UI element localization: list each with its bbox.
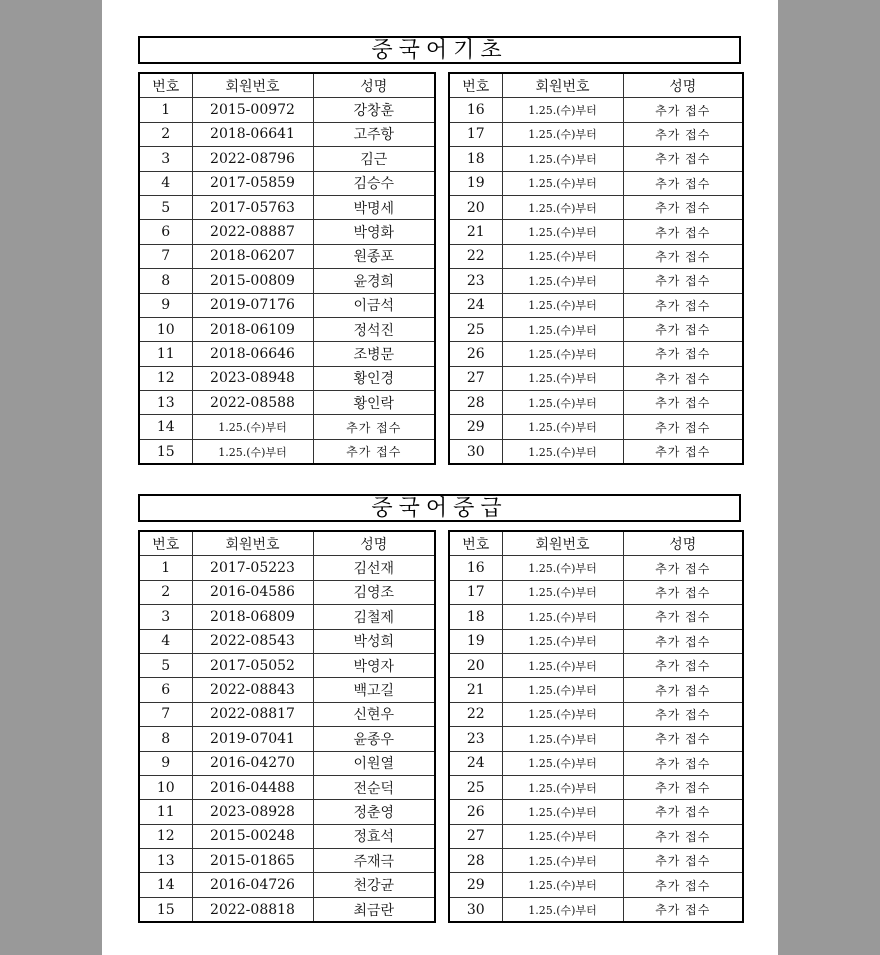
- row-name: 추가 접수: [623, 678, 743, 702]
- row-num: 27: [449, 366, 502, 390]
- row-name: 천강균: [313, 873, 435, 897]
- header-num: 번호: [449, 531, 502, 556]
- row-name: 박영자: [313, 653, 435, 677]
- row-name: 김영조: [313, 580, 435, 604]
- table-row: [139, 391, 435, 415]
- row-name: 추가 접수: [623, 605, 743, 629]
- row-name: 윤경희: [313, 269, 435, 293]
- header-num: 번호: [139, 73, 192, 98]
- row-member-id: 1.25.(수)부터: [502, 415, 623, 439]
- table-row: [449, 556, 743, 580]
- row-member-id: 2018-06109: [192, 317, 313, 341]
- row-member-id: 2015-01865: [192, 849, 313, 873]
- row-member-id: 2017-05223: [192, 556, 313, 580]
- table-row: [449, 678, 743, 702]
- table-row: [139, 269, 435, 293]
- row-num: 8: [139, 727, 192, 751]
- row-num: 13: [139, 391, 192, 415]
- row-num: 24: [449, 751, 502, 775]
- table-row: [449, 727, 743, 751]
- roster-table-intermediate-left: [138, 530, 436, 923]
- row-num: 4: [139, 171, 192, 195]
- row-member-id: 2018-06646: [192, 342, 313, 366]
- row-member-id: 2022-08588: [192, 391, 313, 415]
- row-num: 18: [449, 605, 502, 629]
- table-row: [449, 122, 743, 146]
- table-row: [449, 342, 743, 366]
- table-row: [139, 342, 435, 366]
- row-num: 9: [139, 293, 192, 317]
- row-name: 추가 접수: [623, 556, 743, 580]
- row-name: 추가 접수: [623, 653, 743, 677]
- row-name: 추가 접수: [623, 342, 743, 366]
- row-member-id: 2022-08817: [192, 702, 313, 726]
- row-member-id: 2018-06641: [192, 122, 313, 146]
- row-member-id: 1.25.(수)부터: [502, 873, 623, 897]
- row-num: 25: [449, 317, 502, 341]
- row-name: 전순덕: [313, 775, 435, 799]
- table-row: [139, 195, 435, 219]
- row-name: 추가 접수: [623, 702, 743, 726]
- row-member-id: 1.25.(수)부터: [502, 293, 623, 317]
- section-title-basic: 중국어기초: [138, 36, 741, 64]
- row-num: 7: [139, 702, 192, 726]
- row-member-id: 1.25.(수)부터: [502, 800, 623, 824]
- row-member-id: 1.25.(수)부터: [502, 366, 623, 390]
- row-num: 17: [449, 580, 502, 604]
- table-row: [139, 244, 435, 268]
- row-name: 정춘영: [313, 800, 435, 824]
- table-row: [449, 702, 743, 726]
- row-member-id: 2018-06809: [192, 605, 313, 629]
- row-num: 17: [449, 122, 502, 146]
- row-name: 박명세: [313, 195, 435, 219]
- row-name: 추가 접수: [623, 751, 743, 775]
- row-member-id: 2019-07176: [192, 293, 313, 317]
- row-member-id: 1.25.(수)부터: [502, 342, 623, 366]
- table-row: [139, 293, 435, 317]
- row-num: 25: [449, 775, 502, 799]
- table-row: [139, 849, 435, 873]
- row-num: 19: [449, 629, 502, 653]
- table-row: [139, 653, 435, 677]
- row-name: 추가 접수: [623, 147, 743, 171]
- row-name: 추가 접수: [623, 629, 743, 653]
- row-name: 신현우: [313, 702, 435, 726]
- row-num: 22: [449, 244, 502, 268]
- row-member-id: 1.25.(수)부터: [502, 122, 623, 146]
- table-row: [139, 727, 435, 751]
- section-title-intermediate: 중국어중급: [138, 494, 741, 522]
- table-row: [449, 195, 743, 219]
- row-member-id: 2015-00248: [192, 824, 313, 848]
- row-num: 21: [449, 678, 502, 702]
- row-num: 3: [139, 605, 192, 629]
- row-member-id: 1.25.(수)부터: [192, 439, 313, 464]
- row-num: 28: [449, 849, 502, 873]
- row-num: 28: [449, 391, 502, 415]
- row-num: 26: [449, 800, 502, 824]
- row-num: 15: [139, 897, 192, 922]
- row-name: 강창훈: [313, 98, 435, 122]
- table-row: [449, 897, 743, 922]
- table-header-row: [139, 531, 435, 556]
- row-name: 추가 접수: [623, 849, 743, 873]
- row-num: 23: [449, 727, 502, 751]
- roster-table-basic-right: [448, 72, 744, 465]
- row-name: 고주항: [313, 122, 435, 146]
- row-name: 추가 접수: [623, 580, 743, 604]
- row-member-id: 1.25.(수)부터: [502, 98, 623, 122]
- row-member-id: 1.25.(수)부터: [502, 824, 623, 848]
- row-name: 추가 접수: [623, 317, 743, 341]
- table-row: [449, 605, 743, 629]
- table-row: [139, 556, 435, 580]
- row-name: 추가 접수: [623, 727, 743, 751]
- row-name: 김승수: [313, 171, 435, 195]
- table-row: [139, 415, 435, 439]
- row-num: 10: [139, 317, 192, 341]
- row-name: 김근: [313, 147, 435, 171]
- table-row: [449, 653, 743, 677]
- row-name: 김선재: [313, 556, 435, 580]
- table-header-row: [449, 73, 743, 98]
- row-num: 9: [139, 751, 192, 775]
- row-member-id: 2016-04488: [192, 775, 313, 799]
- row-name: 김철제: [313, 605, 435, 629]
- row-member-id: 1.25.(수)부터: [502, 775, 623, 799]
- row-num: 6: [139, 678, 192, 702]
- row-name: 추가 접수: [623, 366, 743, 390]
- table-row: [449, 849, 743, 873]
- table-row: [139, 775, 435, 799]
- row-num: 7: [139, 244, 192, 268]
- row-member-id: 2016-04586: [192, 580, 313, 604]
- table-row: [139, 702, 435, 726]
- table-row: [449, 98, 743, 122]
- row-member-id: 2017-05052: [192, 653, 313, 677]
- row-member-id: 1.25.(수)부터: [502, 580, 623, 604]
- row-member-id: 2023-08928: [192, 800, 313, 824]
- row-name: 추가 접수: [313, 415, 435, 439]
- table-row: [449, 775, 743, 799]
- table-header-row: [139, 73, 435, 98]
- table-row: [139, 220, 435, 244]
- row-name: 추가 접수: [623, 171, 743, 195]
- header-num: 번호: [139, 531, 192, 556]
- table-row: [449, 244, 743, 268]
- row-name: 추가 접수: [313, 439, 435, 464]
- row-name: 박성희: [313, 629, 435, 653]
- row-num: 27: [449, 824, 502, 848]
- table-row: [139, 147, 435, 171]
- row-name: 추가 접수: [623, 824, 743, 848]
- row-num: 13: [139, 849, 192, 873]
- header-name: 성명: [623, 73, 743, 98]
- table-row: [449, 873, 743, 897]
- row-member-id: 1.25.(수)부터: [502, 653, 623, 677]
- row-num: 3: [139, 147, 192, 171]
- header-member-id: 회원번호: [502, 73, 623, 98]
- row-member-id: 1.25.(수)부터: [502, 605, 623, 629]
- row-num: 8: [139, 269, 192, 293]
- row-name: 백고길: [313, 678, 435, 702]
- row-name: 조병문: [313, 342, 435, 366]
- row-num: 1: [139, 556, 192, 580]
- header-member-id: 회원번호: [192, 531, 313, 556]
- row-num: 1: [139, 98, 192, 122]
- header-name: 성명: [313, 531, 435, 556]
- row-member-id: 1.25.(수)부터: [502, 629, 623, 653]
- table-row: [139, 873, 435, 897]
- table-row: [139, 439, 435, 464]
- row-name: 추가 접수: [623, 439, 743, 464]
- row-member-id: 1.25.(수)부터: [502, 171, 623, 195]
- row-name: 추가 접수: [623, 800, 743, 824]
- row-num: 2: [139, 122, 192, 146]
- row-num: 6: [139, 220, 192, 244]
- table-row: [449, 800, 743, 824]
- row-name: 추가 접수: [623, 244, 743, 268]
- row-num: 4: [139, 629, 192, 653]
- row-num: 11: [139, 800, 192, 824]
- row-member-id: 1.25.(수)부터: [502, 439, 623, 464]
- row-name: 추가 접수: [623, 897, 743, 922]
- table-row: [449, 439, 743, 464]
- row-member-id: 1.25.(수)부터: [502, 751, 623, 775]
- row-member-id: 1.25.(수)부터: [502, 391, 623, 415]
- row-member-id: 2018-06207: [192, 244, 313, 268]
- row-member-id: 1.25.(수)부터: [502, 849, 623, 873]
- table-row: [449, 629, 743, 653]
- row-member-id: 2015-00809: [192, 269, 313, 293]
- row-num: 14: [139, 415, 192, 439]
- row-num: 22: [449, 702, 502, 726]
- row-member-id: 1.25.(수)부터: [502, 220, 623, 244]
- row-member-id: 1.25.(수)부터: [502, 556, 623, 580]
- row-member-id: 1.25.(수)부터: [502, 678, 623, 702]
- table-row: [449, 317, 743, 341]
- row-member-id: 1.25.(수)부터: [502, 195, 623, 219]
- row-name: 이금석: [313, 293, 435, 317]
- row-name: 정효석: [313, 824, 435, 848]
- row-member-id: 2015-00972: [192, 98, 313, 122]
- table-row: [139, 800, 435, 824]
- table-row: [449, 269, 743, 293]
- row-name: 추가 접수: [623, 195, 743, 219]
- table-row: [139, 824, 435, 848]
- table-row: [139, 605, 435, 629]
- header-num: 번호: [449, 73, 502, 98]
- row-name: 정석진: [313, 317, 435, 341]
- row-num: 29: [449, 873, 502, 897]
- row-member-id: 1.25.(수)부터: [502, 147, 623, 171]
- table-row: [449, 147, 743, 171]
- row-name: 주재극: [313, 849, 435, 873]
- table-row: [139, 629, 435, 653]
- row-name: 추가 접수: [623, 293, 743, 317]
- row-num: 26: [449, 342, 502, 366]
- header-name: 성명: [623, 531, 743, 556]
- table-row: [139, 366, 435, 390]
- header-member-id: 회원번호: [502, 531, 623, 556]
- table-row: [449, 366, 743, 390]
- row-member-id: 1.25.(수)부터: [502, 269, 623, 293]
- row-num: 12: [139, 366, 192, 390]
- row-name: 추가 접수: [623, 391, 743, 415]
- row-member-id: 1.25.(수)부터: [502, 702, 623, 726]
- table-row: [449, 415, 743, 439]
- row-member-id: 1.25.(수)부터: [502, 727, 623, 751]
- table-row: [449, 751, 743, 775]
- table-row: [139, 897, 435, 922]
- row-num: 29: [449, 415, 502, 439]
- row-num: 10: [139, 775, 192, 799]
- row-num: 2: [139, 580, 192, 604]
- header-member-id: 회원번호: [192, 73, 313, 98]
- table-row: [139, 751, 435, 775]
- row-num: 15: [139, 439, 192, 464]
- row-num: 16: [449, 556, 502, 580]
- row-num: 24: [449, 293, 502, 317]
- roster-table-basic-left: [138, 72, 436, 465]
- row-member-id: 2022-08543: [192, 629, 313, 653]
- row-num: 16: [449, 98, 502, 122]
- row-num: 23: [449, 269, 502, 293]
- header-name: 성명: [313, 73, 435, 98]
- document-page: [102, 0, 778, 955]
- row-name: 추가 접수: [623, 873, 743, 897]
- row-name: 윤종우: [313, 727, 435, 751]
- row-num: 14: [139, 873, 192, 897]
- row-name: 이원열: [313, 751, 435, 775]
- row-num: 19: [449, 171, 502, 195]
- row-num: 12: [139, 824, 192, 848]
- row-num: 5: [139, 195, 192, 219]
- row-name: 박영화: [313, 220, 435, 244]
- table-row: [139, 317, 435, 341]
- table-row: [139, 98, 435, 122]
- row-num: 20: [449, 653, 502, 677]
- row-name: 추가 접수: [623, 415, 743, 439]
- row-member-id: 2019-07041: [192, 727, 313, 751]
- row-member-id: 2022-08887: [192, 220, 313, 244]
- row-member-id: 1.25.(수)부터: [192, 415, 313, 439]
- row-num: 5: [139, 653, 192, 677]
- row-member-id: 2017-05763: [192, 195, 313, 219]
- row-member-id: 2023-08948: [192, 366, 313, 390]
- row-name: 추가 접수: [623, 98, 743, 122]
- row-num: 11: [139, 342, 192, 366]
- row-num: 20: [449, 195, 502, 219]
- table-row: [139, 580, 435, 604]
- row-num: 21: [449, 220, 502, 244]
- row-name: 원종포: [313, 244, 435, 268]
- table-row: [449, 171, 743, 195]
- row-num: 18: [449, 147, 502, 171]
- table-row: [139, 678, 435, 702]
- row-member-id: 1.25.(수)부터: [502, 244, 623, 268]
- row-member-id: 2017-05859: [192, 171, 313, 195]
- row-name: 추가 접수: [623, 269, 743, 293]
- row-member-id: 2022-08796: [192, 147, 313, 171]
- table-row: [449, 391, 743, 415]
- row-name: 최금란: [313, 897, 435, 922]
- row-name: 추가 접수: [623, 122, 743, 146]
- table-row: [449, 580, 743, 604]
- row-member-id: 1.25.(수)부터: [502, 317, 623, 341]
- row-member-id: 2016-04270: [192, 751, 313, 775]
- row-name: 황인락: [313, 391, 435, 415]
- table-header-row: [449, 531, 743, 556]
- table-row: [449, 293, 743, 317]
- row-name: 황인경: [313, 366, 435, 390]
- row-num: 30: [449, 439, 502, 464]
- row-member-id: 1.25.(수)부터: [502, 897, 623, 922]
- row-name: 추가 접수: [623, 775, 743, 799]
- row-member-id: 2022-08843: [192, 678, 313, 702]
- row-num: 30: [449, 897, 502, 922]
- row-member-id: 2016-04726: [192, 873, 313, 897]
- roster-table-intermediate-right: [448, 530, 744, 923]
- table-row: [449, 220, 743, 244]
- row-name: 추가 접수: [623, 220, 743, 244]
- row-member-id: 2022-08818: [192, 897, 313, 922]
- table-row: [139, 171, 435, 195]
- table-row: [139, 122, 435, 146]
- table-row: [449, 824, 743, 848]
